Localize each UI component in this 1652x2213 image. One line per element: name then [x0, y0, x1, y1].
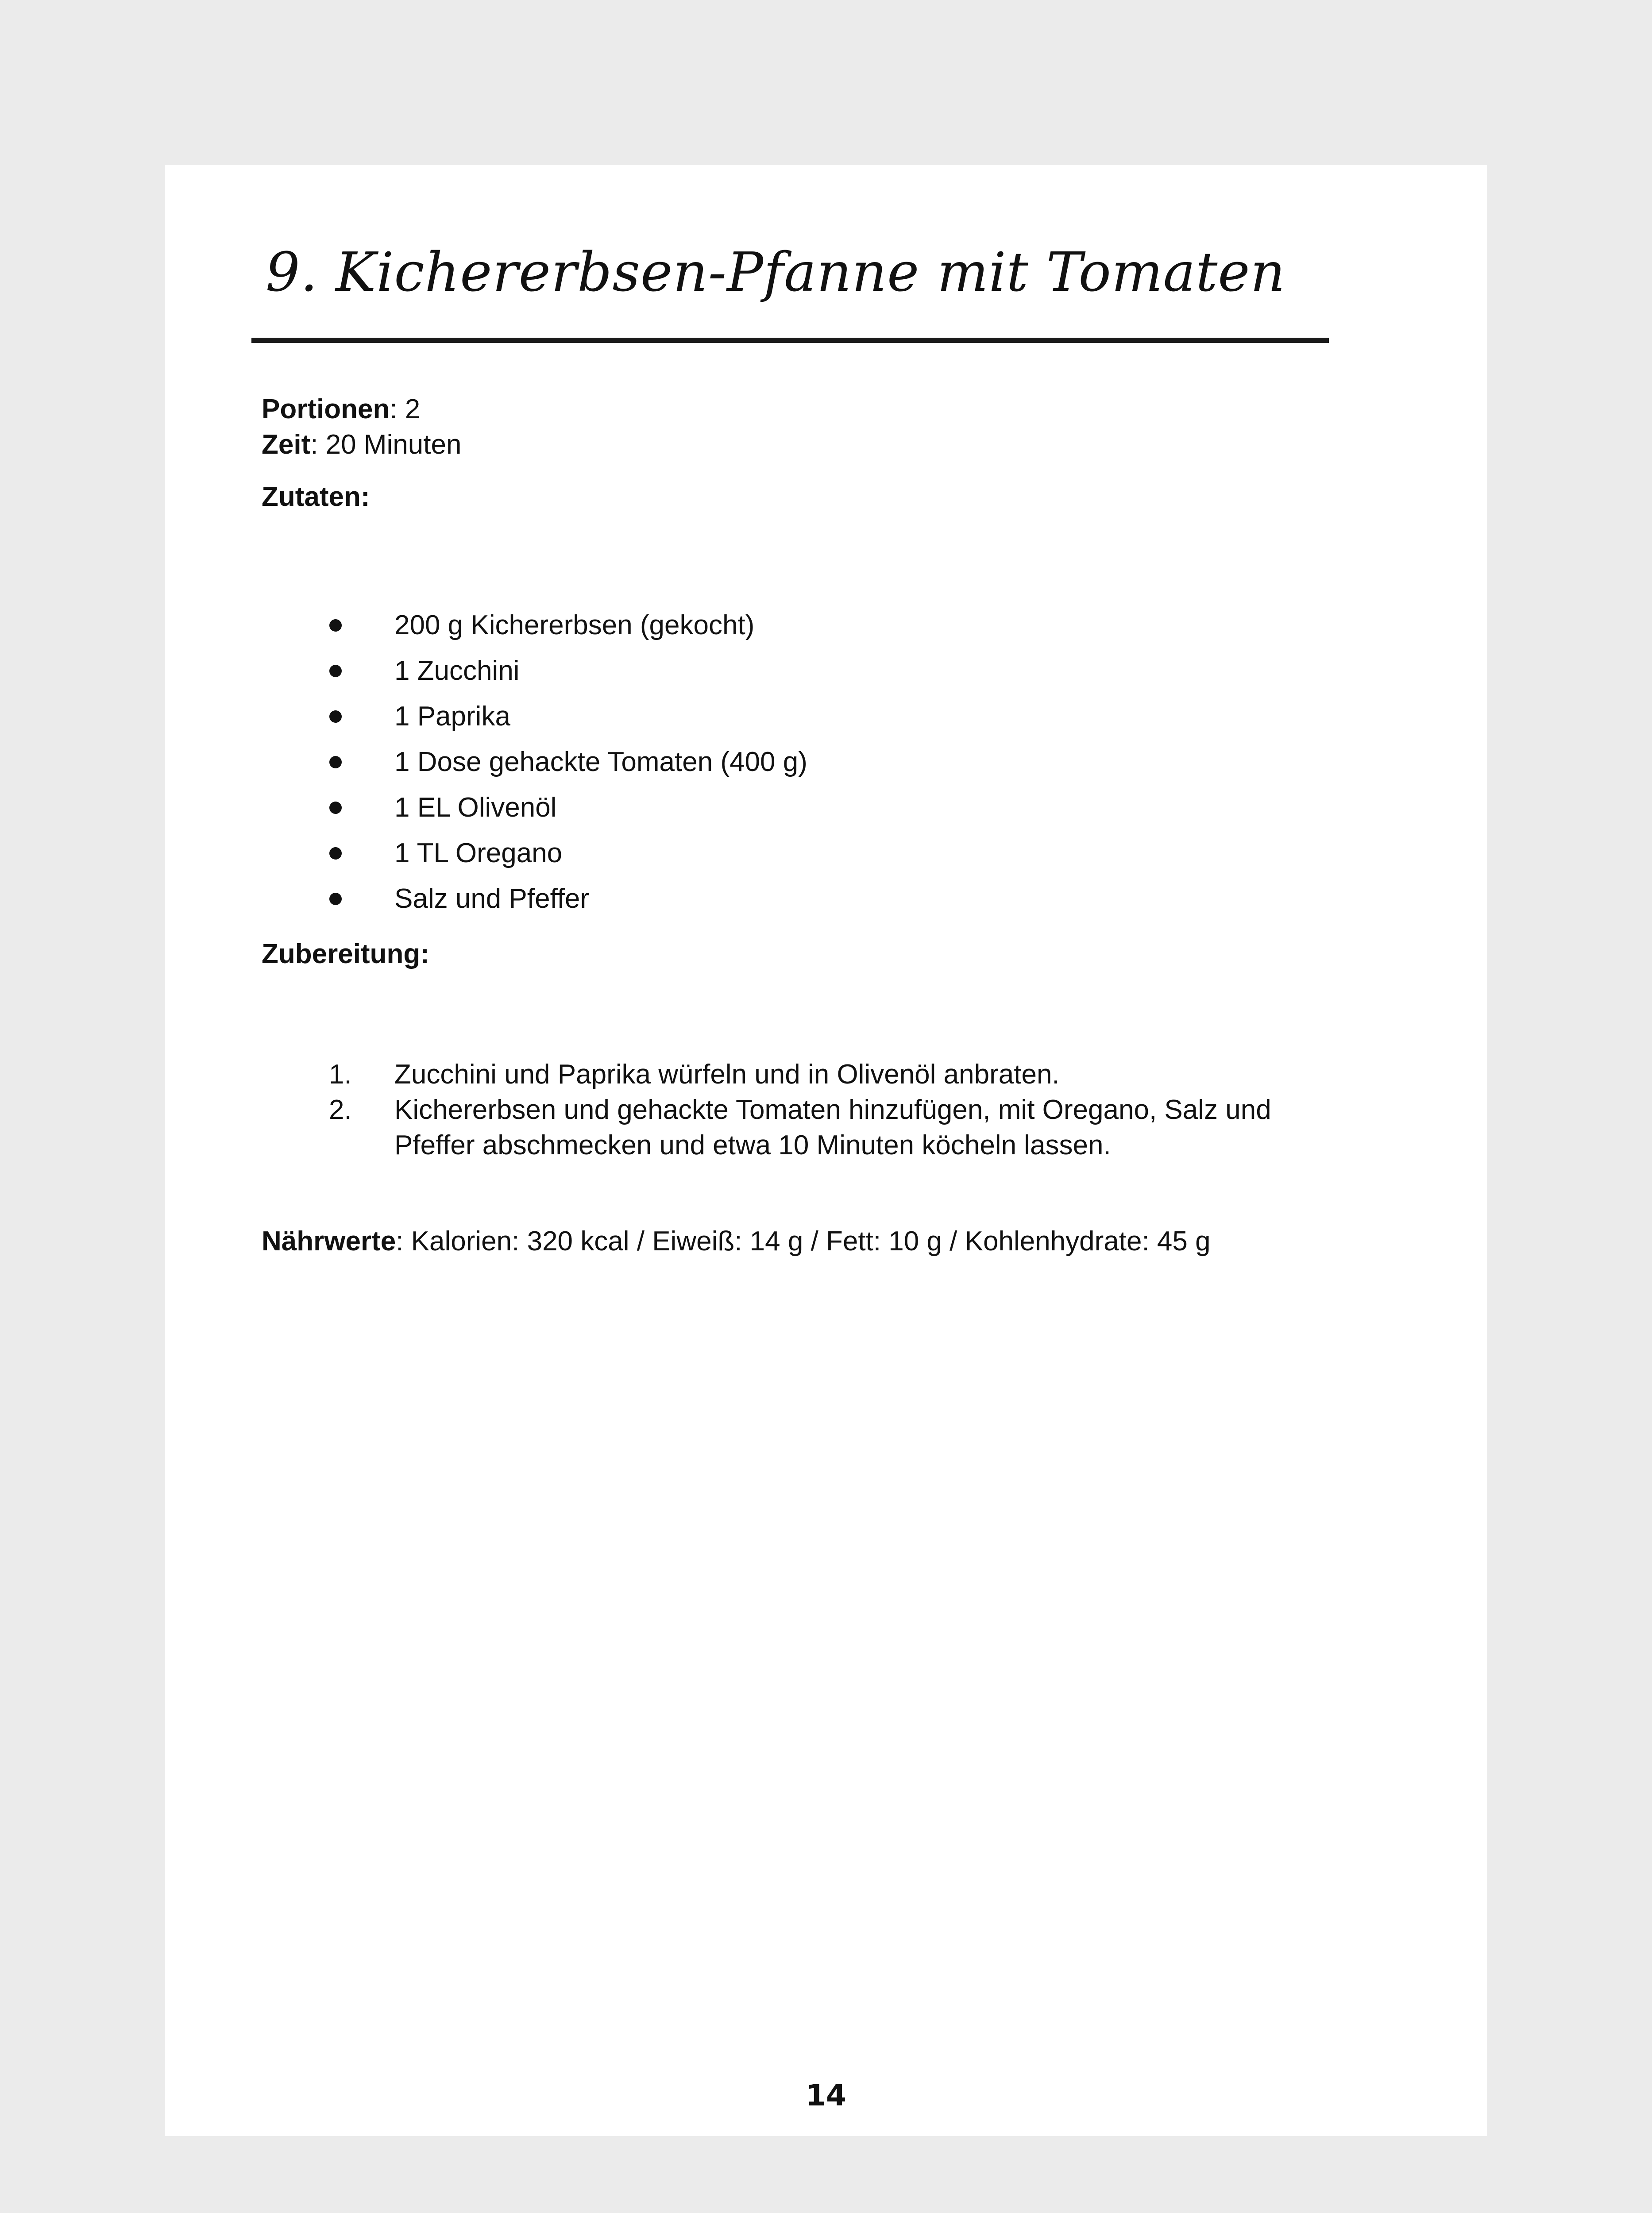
- step-item: [165, 1057, 1449, 1092]
- bullet-icon: [329, 756, 342, 768]
- bullet-icon: [329, 619, 342, 632]
- time-value: : 20 Minuten: [310, 429, 462, 460]
- title-underline: [251, 338, 1329, 343]
- bullet-icon: [329, 847, 342, 860]
- preparation-heading: Zubereitung:: [262, 939, 429, 969]
- document-page: [165, 165, 1487, 2136]
- bullet-icon: [329, 893, 342, 905]
- list-item: [165, 744, 1449, 790]
- recipe-title: 9. Kichererbsen-Pfanne mit Tomaten: [266, 241, 1286, 304]
- step-number: 1.: [329, 1059, 352, 1090]
- list-item: [165, 881, 1449, 927]
- bullet-icon: [329, 802, 342, 814]
- time-line: [262, 427, 461, 463]
- list-item: [165, 653, 1449, 699]
- ingredients-list: [165, 608, 1449, 927]
- bullet-icon: [329, 710, 342, 723]
- nutrition-line: [262, 1224, 1211, 1259]
- list-item: [165, 790, 1449, 836]
- ingredient-text: 1 Zucchini: [394, 655, 520, 686]
- step-text: Zucchini und Paprika würfeln und in Olivenöl anbraten.: [394, 1059, 1060, 1090]
- ingredient-text: 1 Paprika: [394, 701, 510, 732]
- ingredient-text: 1 Dose gehackte Tomaten (400 g): [394, 747, 807, 777]
- bullet-icon: [329, 665, 342, 677]
- ingredient-text: Salz und Pfeffer: [394, 883, 590, 914]
- nutrition-value: : Kalorien: 320 kcal / Eiweiß: 14 g / Fett: 10 g / Kohlenhydrate: 45 g: [396, 1226, 1211, 1257]
- preparation-steps: [165, 1057, 1449, 1163]
- ingredient-text: 200 g Kichererbsen (gekocht): [394, 610, 755, 640]
- list-item: [165, 699, 1449, 744]
- list-item: [165, 836, 1449, 881]
- step-number: 2.: [329, 1095, 352, 1125]
- ingredient-text: 1 EL Olivenöl: [394, 792, 557, 823]
- step-item: [165, 1092, 1449, 1163]
- portions-value: : 2: [390, 394, 421, 424]
- step-text: Kichererbsen und gehackte Tomaten hinzufügen, mit Oregano, Salz und Pfeffer abschmecken und etwa 10 Minuten köcheln lassen.: [394, 1095, 1271, 1160]
- portions-label: Portionen: [262, 394, 390, 424]
- page-number: 14: [806, 2078, 846, 2113]
- ingredients-heading: Zutaten:: [262, 482, 370, 512]
- portions-line: [262, 392, 461, 427]
- recipe-meta: [262, 392, 461, 463]
- list-item: [165, 608, 1449, 653]
- ingredient-text: 1 TL Oregano: [394, 838, 563, 868]
- time-label: Zeit: [262, 429, 311, 460]
- nutrition-label: Nährwerte: [262, 1226, 396, 1257]
